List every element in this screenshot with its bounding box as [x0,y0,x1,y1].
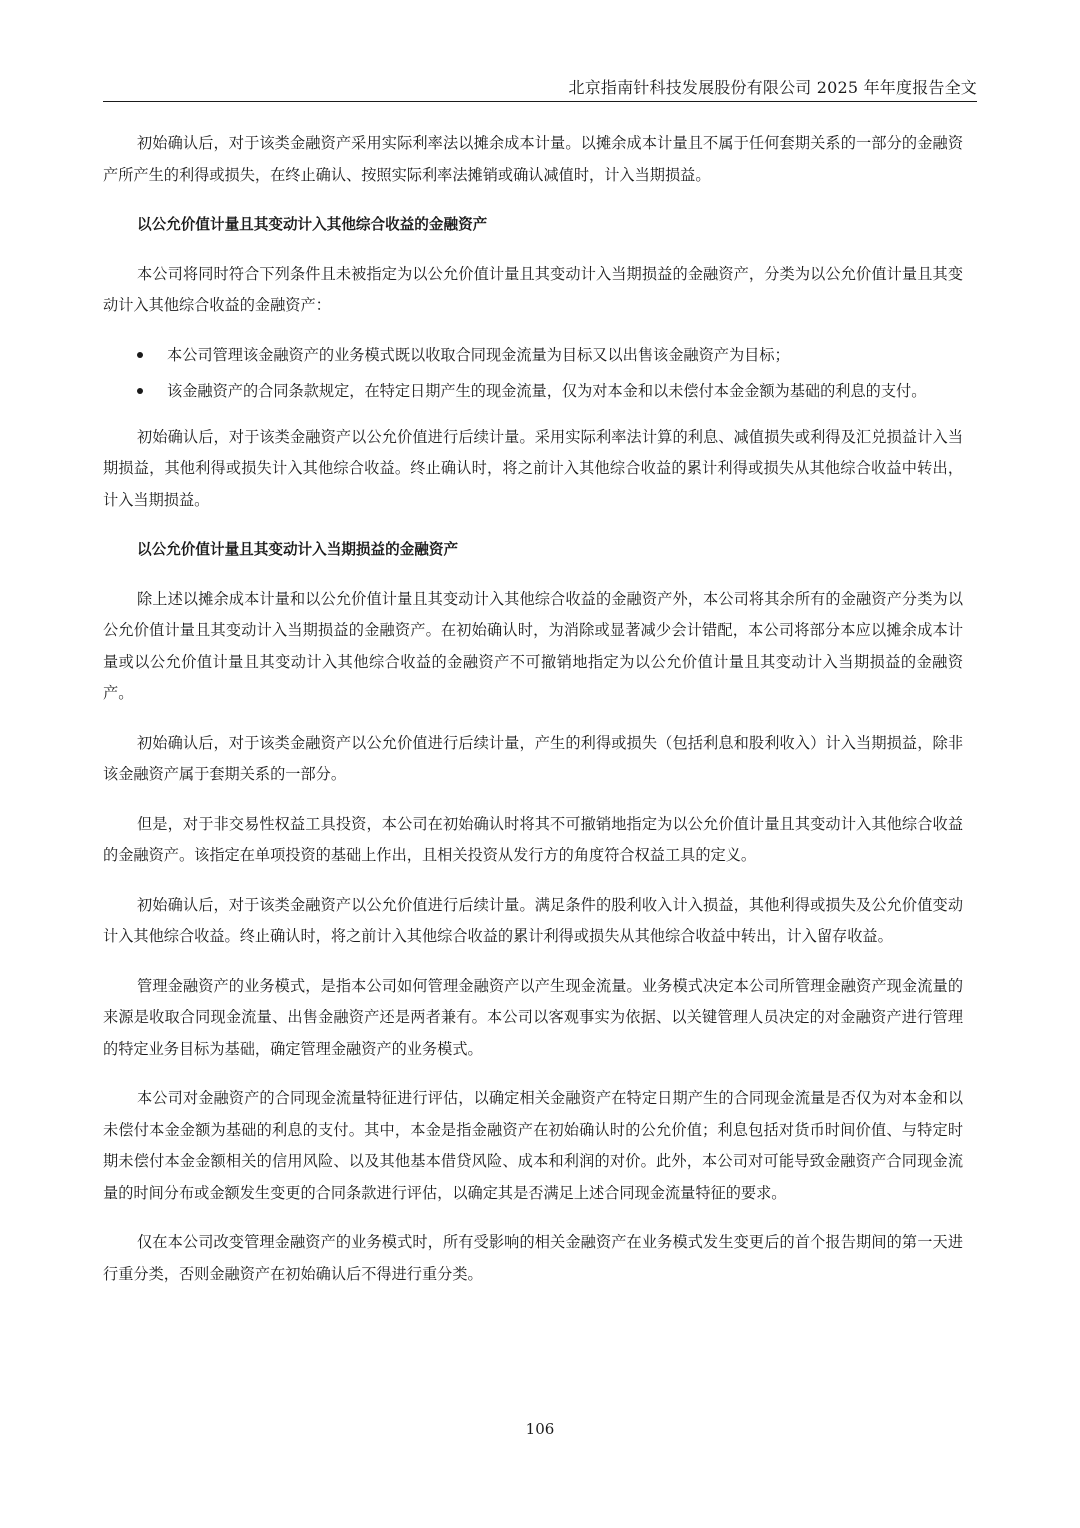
paragraph-amortized-cost-measurement: 初始确认后，对于该类金融资产采用实际利率法以摊余成本计量。以摊余成本计量且不属于任何套期关系的一部分的金融资产所产生的利得或损失，在终止确认、按照实际利率法摊销或确认减值时，计入当期损益。 [103,134,963,184]
paragraph-equity-subsequent: 初始确认后，对于该类金融资产以公允价值进行后续计量。满足条件的股利收入计入损益，其他利得或损失及公允价值变动计入其他综合收益。终止确认时，将之前计入其他综合收益的累计利得或损失从其他综合收益中转出，计入留存收益。 [103,895,963,945]
paragraph-fvtpl-subsequent: 初始确认后，对于该类金融资产以公允价值进行后续计量，产生的利得或损失（包括利息和股利收入）计入当期损益，除非该金融资产属于套期关系的一部分。 [103,733,963,783]
paragraph-equity-designation: 但是，对于非交易性权益工具投资，本公司在初始确认时将其不可撤销地指定为以公允价值计量且其变动计入其他综合收益的金融资产。该指定在单项投资的基础上作出，且相关投资从发行方的角度符合权益工具的定义。 [103,814,963,864]
bullet-icon [137,352,143,358]
header-divider [103,101,977,102]
section-heading-fvtpl: 以公允价值计量且其变动计入当期损益的金融资产 [137,541,459,558]
paragraph-reclassification: 仅在本公司改变管理金融资产的业务模式时，所有受影响的相关金融资产在业务模式发生变更后的首个报告期间的第一天进行重分类，否则金融资产在初始确认后不得进行重分类。 [103,1233,963,1283]
bullet-icon [137,388,143,394]
list-item [103,376,963,408]
paragraph-business-model: 管理金融资产的业务模式，是指本公司如何管理金融资产以产生现金流量。业务模式决定本公司所管理金融资产现金流量的来源是收取合同现金流量、出售金融资产还是两者兼有。本公司以客观事实为依据、以关键管理人员决定的对金融资产进行管理的特定业务目标为基础，确定管理金融资产的业务模式。 [103,976,963,1058]
list-item-text: 该金融资产的合同条款规定，在特定日期产生的现金流量，仅为对本金和以未偿付本金金额为基础的利息的支付。 [167,382,927,400]
paragraph-fvtpl-classification: 除上述以摊余成本计量和以公允价值计量且其变动计入其他综合收益的金融资产外，本公司将其余所有的金融资产分类为以公允价值计量且其变动计入当期损益的金融资产。在初始确认时，为消除或显著减少会计错配，本公司将部分本应以摊余成本计量或以公允价值计量且其变动计入其他综合收益的金融资产不可撤销地指定为以公允价值计量且其变动计入当期损益的金融资产。 [103,589,963,702]
page-number: 106 [525,1420,555,1438]
page-header: 北京指南针科技发展股份有限公司 2025 年年度报告全文 [568,78,977,97]
document-body [103,128,963,1290]
list-item [103,340,963,372]
paragraph-fvoci-conditions: 本公司将同时符合下列条件且未被指定为以公允价值计量且其变动计入当期损益的金融资产，分类为以公允价值计量且其变动计入其他综合收益的金融资产： [103,264,963,314]
conditions-list [103,340,963,408]
paragraph-fvoci-subsequent: 初始确认后，对于该类金融资产以公允价值进行后续计量。采用实际利率法计算的利息、减值损失或利得及汇兑损益计入当期损益，其他利得或损失计入其他综合收益。终止确认时，将之前计入其他综合收益的累计利得或损失从其他综合收益中转出，计入当期损益。 [103,427,963,509]
list-item-text: 本公司管理该金融资产的业务模式既以收取合同现金流量为目标又以出售该金融资产为目标； [167,345,790,364]
section-heading-fvoci: 以公允价值计量且其变动计入其他综合收益的金融资产 [137,216,488,233]
paragraph-cash-flow-characteristics: 本公司对金融资产的合同现金流量特征进行评估，以确定相关金融资产在特定日期产生的合同现金流量是否仅为对本金和以未偿付本金金额为基础的利息的支付。其中，本金是指金融资产在初始确认时的公允价值；利息包括对货币时间价值、与特定时期未偿付本金金额相关的信用风险、以及其他基本借贷风险、成本和利润的对价。此外，本公司对可能导致金融资产合同现金流量的时间分布或金额发生变更的合同条款进行评估，以确定其是否满足上述合同现金流量特征的要求。 [103,1089,963,1202]
